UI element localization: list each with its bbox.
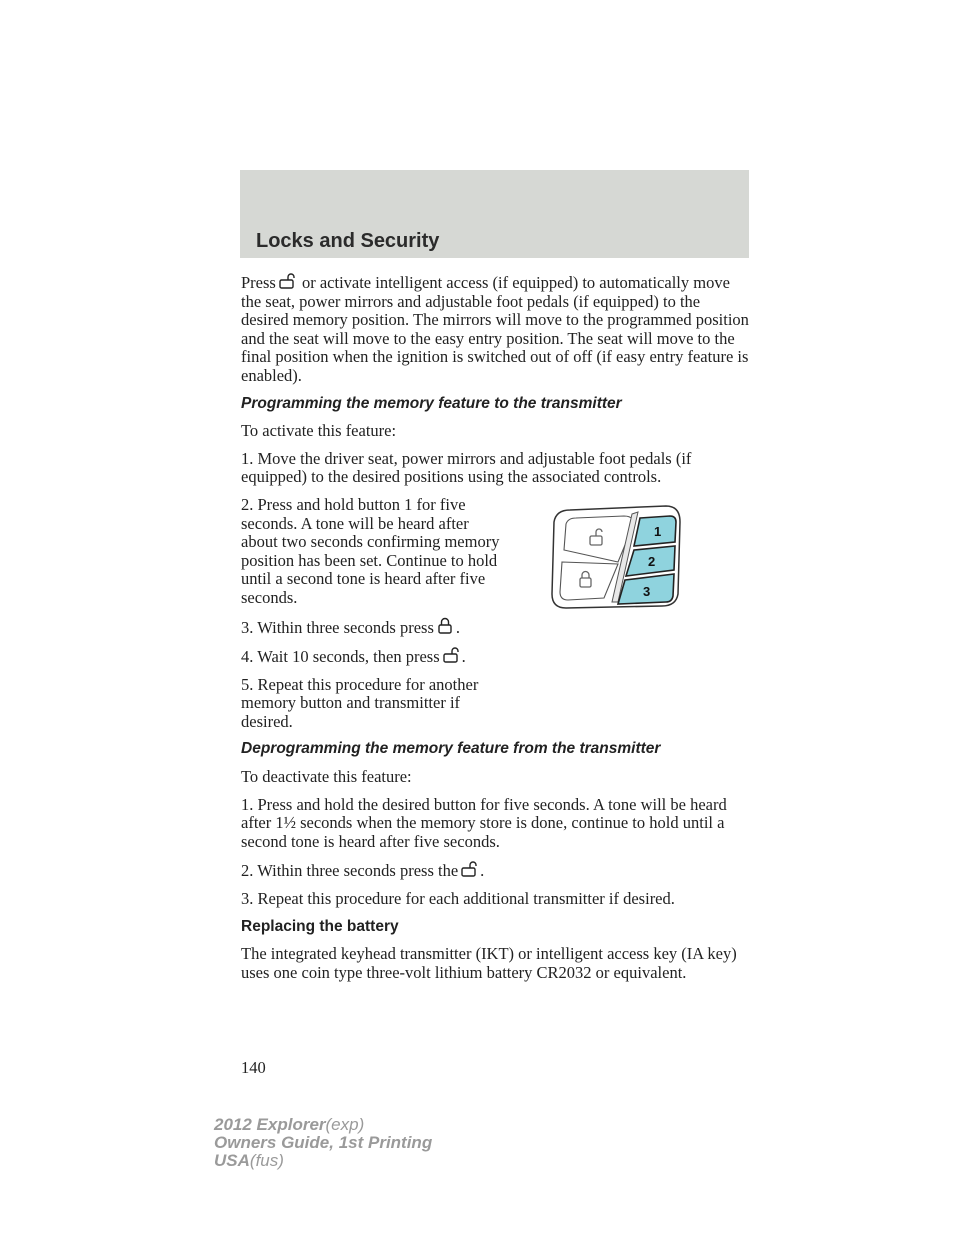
programming-step-5: 5. Repeat this procedure for another memory button and transmitter if desired.	[241, 674, 479, 731]
deprogramming-step-2: 2. Within three seconds press the .	[241, 861, 485, 881]
battery-text: The integrated keyhead transmitter (IKT) or intelligent access key (IA key) uses one coin type three-volt lithium battery CR2032 or equivalent.	[241, 944, 737, 982]
page-number: 140	[241, 1058, 266, 1077]
print-footer: 2012 Explorer(exp) Owners Guide, 1st Printing USA(fus)	[214, 1115, 433, 1170]
memory-button-1-label: 1	[654, 524, 662, 539]
programming-step-2: 2. Press and hold button 1 for five seconds. A tone will be heard after about two seconds confirming memory position has been set. Continue to hold until a second tone is heard after five seconds.	[241, 494, 500, 607]
lock-icon	[436, 617, 454, 635]
programming-lead: To activate this feature:	[241, 421, 397, 441]
intro-after-icon: or activate intelligent access (if equipped) to automatically move the seat, power mirrors and adjustable foot pedals (if equipped) to the desired memory position. The mirrors will move to the programmed position and the seat will move to the easy entry position. The seat will move to the final position when the ignition is switched out of off (if easy entry feature is enabled).	[241, 273, 749, 385]
section-header-band	[240, 170, 749, 258]
programming-step-4: 4. Wait 10 seconds, then press .	[241, 647, 466, 667]
memory-buttons-illustration	[546, 502, 686, 612]
unlock-icon	[442, 646, 460, 664]
section-title: Locks and Security	[256, 230, 440, 252]
memory-button-2-label: 2	[648, 554, 656, 569]
battery-heading: Replacing the battery	[241, 917, 399, 935]
unlock-icon	[460, 860, 478, 878]
programming-step-3: 3. Within three seconds press .	[241, 617, 460, 637]
deprogramming-lead: To deactivate this feature:	[241, 767, 412, 787]
intro-before-icon: Press	[241, 273, 276, 292]
programming-heading: Programming the memory feature to the transmitter	[241, 394, 622, 412]
deprogramming-heading: Deprogramming the memory feature from the transmitter	[241, 740, 661, 758]
deprogramming-step-1: 1. Press and hold the desired button for five seconds. A tone will be heard after 1½ seconds when the memory store is done, continue to hold until a second tone is heard after five seconds.	[241, 794, 727, 851]
deprogramming-step-3: 3. Repeat this procedure for each additional transmitter if desired.	[241, 889, 675, 909]
programming-step-1: 1. Move the driver seat, power mirrors and adjustable foot pedals (if equipped) to the desired positions using the associated controls.	[241, 448, 692, 487]
intro-paragraph	[241, 272, 751, 991]
unlock-icon	[278, 272, 296, 290]
memory-button-3-label: 3	[643, 584, 651, 599]
programming-steps-narrow	[241, 496, 509, 732]
